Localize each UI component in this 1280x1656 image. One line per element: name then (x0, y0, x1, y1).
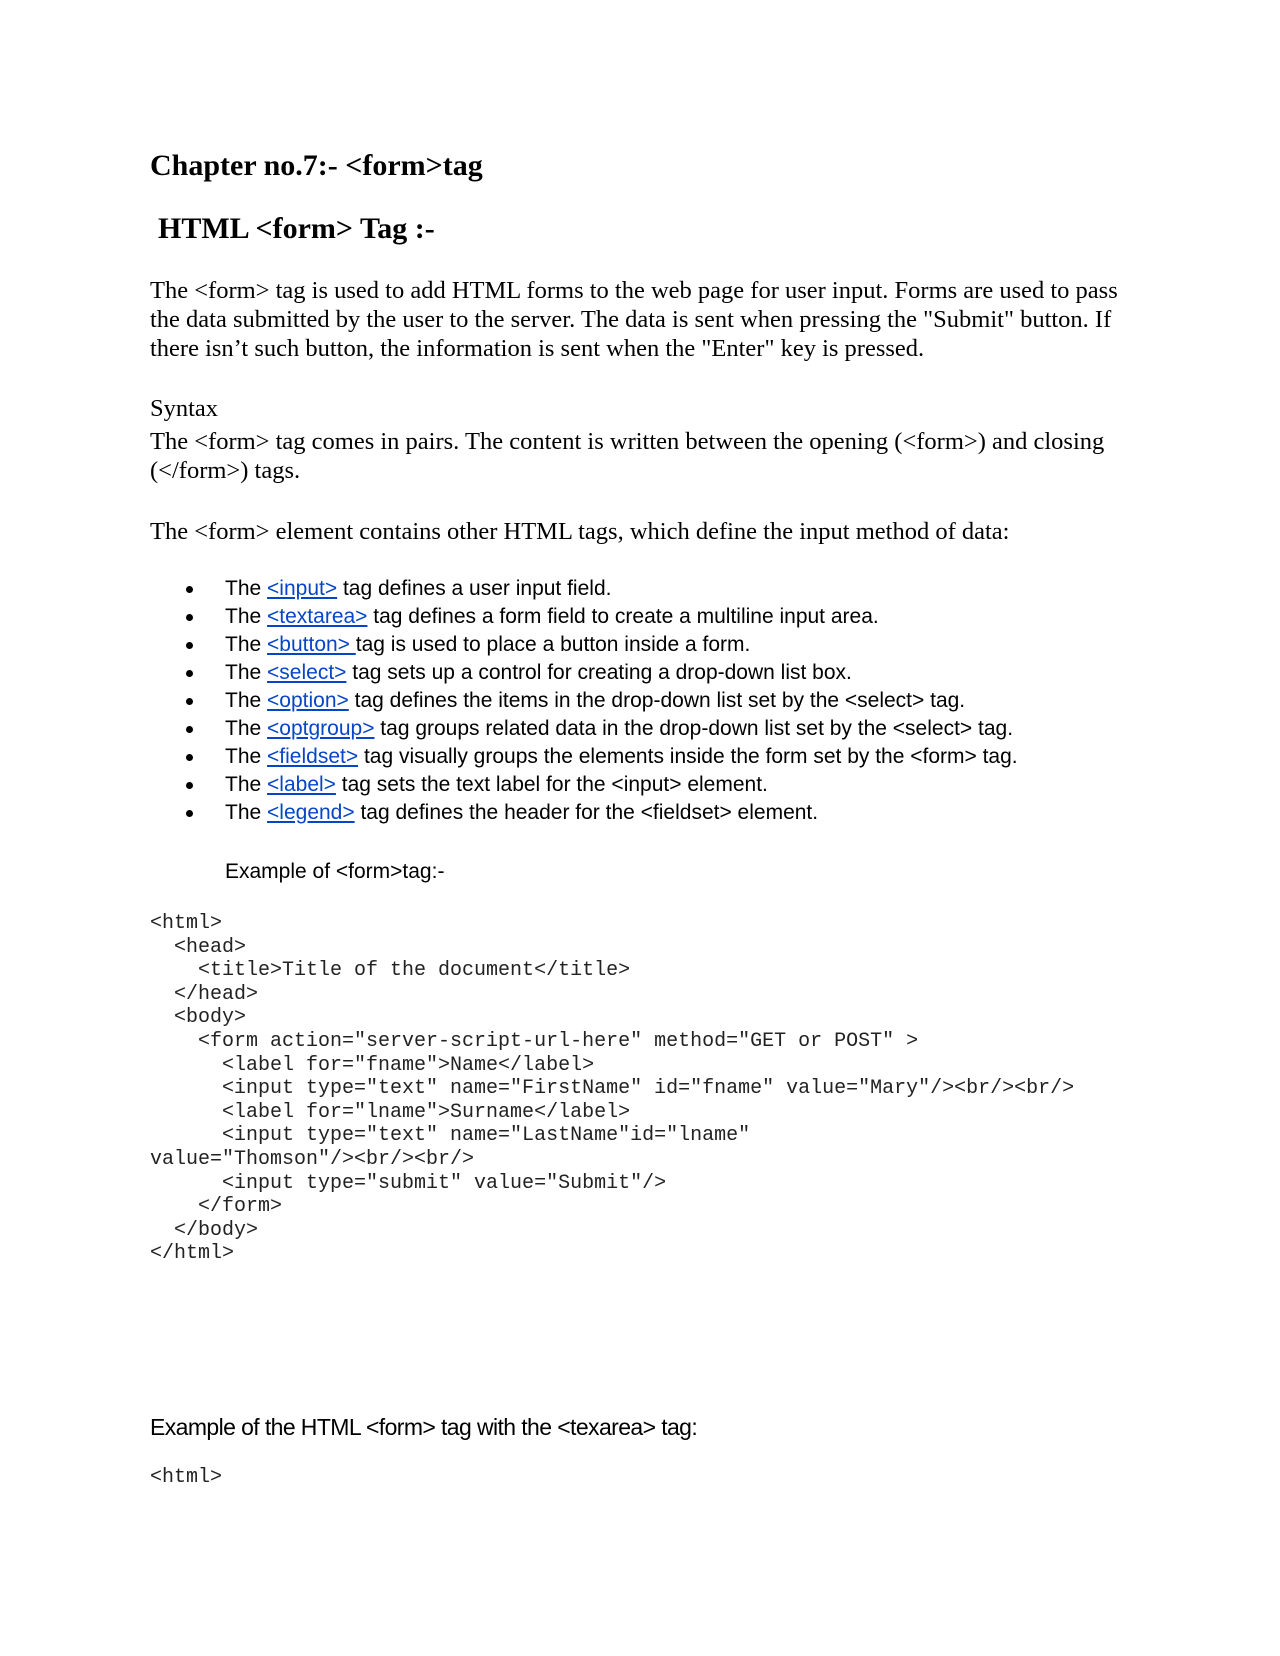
list-item: The <input> tag defines a user input field. (150, 575, 1018, 603)
select-tag-link[interactable]: <select> (267, 661, 347, 684)
option-tag-link[interactable]: <option> (267, 689, 349, 712)
textarea-example-heading: Example of the HTML <form> tag with the <texarea> tag: (150, 1414, 698, 1440)
textarea-tag-link[interactable]: <textarea> (267, 605, 368, 628)
bullet-icon (186, 642, 193, 649)
list-item: The <optgroup> tag groups related data in the drop-down list set by the <select> tag. (150, 715, 1018, 743)
button-tag-link[interactable]: <button> (267, 633, 356, 656)
list-item: The <option> tag defines the items in the drop-down list set by the <select> tag. (150, 687, 1018, 715)
syntax-label: Syntax (150, 395, 219, 422)
bullet-icon (186, 614, 193, 621)
bullet-icon (186, 698, 193, 705)
fieldset-tag-link[interactable]: <fieldset> (267, 745, 359, 768)
optgroup-tag-link[interactable]: <optgroup> (267, 717, 375, 740)
list-item: The <textarea> tag defines a form field to create a multiline input area. (150, 603, 1018, 631)
form-code-example: <html> <head> <title>Title of the document</title> </head> <body> <form action="server-script-url-here" method="GET or POST" > <label for="fname">Name</label> <input type="text" name="FirstName" id="fname" value="Mary"/><br/><br/> <label for="lname">Surname</label> <input type="text" name="LastName"id="lname" value="Thomson"/><br/><br/> <input type="submit" value="Submit"/> </form> </body> </html> (150, 912, 1075, 1266)
example-heading: Example of <form>tag:- (225, 860, 445, 883)
legend-tag-link[interactable]: <legend> (267, 801, 355, 824)
bullet-icon (186, 670, 193, 677)
intro-paragraph: The <form> tag is used to add HTML forms to the web page for user input. Forms are used to pass the data submitted by the user to the server. The data is sent when pressing the "Submit" button. If there isn’t such button, the information is sent when the "Enter" key is pressed. (150, 277, 1118, 362)
bullet-icon (186, 754, 193, 761)
input-tag-link[interactable]: <input> (267, 577, 338, 600)
bullet-icon (186, 810, 193, 817)
syntax-paragraph: The <form> tag comes in pairs. The content is written between the opening (<form>) and closing (</form>) tags. (150, 428, 1105, 484)
list-item: The <fieldset> tag visually groups the elements inside the form set by the <form> tag. (150, 743, 1018, 771)
list-item: The <legend> tag defines the header for the <fieldset> element. (150, 799, 1018, 827)
form-tags-list (150, 575, 1018, 827)
form-elements-intro: The <form> element contains other HTML tags, which define the input method of data: (150, 518, 1010, 545)
label-tag-link[interactable]: <label> (267, 773, 336, 796)
list-item: The <select> tag sets up a control for creating a drop-down list box. (150, 659, 1018, 687)
list-item: The <button> tag is used to place a button inside a form. (150, 631, 1018, 659)
section-title: HTML <form> Tag :- (158, 212, 435, 245)
bullet-icon (186, 586, 193, 593)
chapter-title: Chapter no.7:- <form>tag (150, 149, 483, 182)
list-item: The <label> tag sets the text label for the <input> element. (150, 771, 1018, 799)
textarea-code-example: <html> (150, 1466, 223, 1489)
bullet-icon (186, 782, 193, 789)
bullet-icon (186, 726, 193, 733)
